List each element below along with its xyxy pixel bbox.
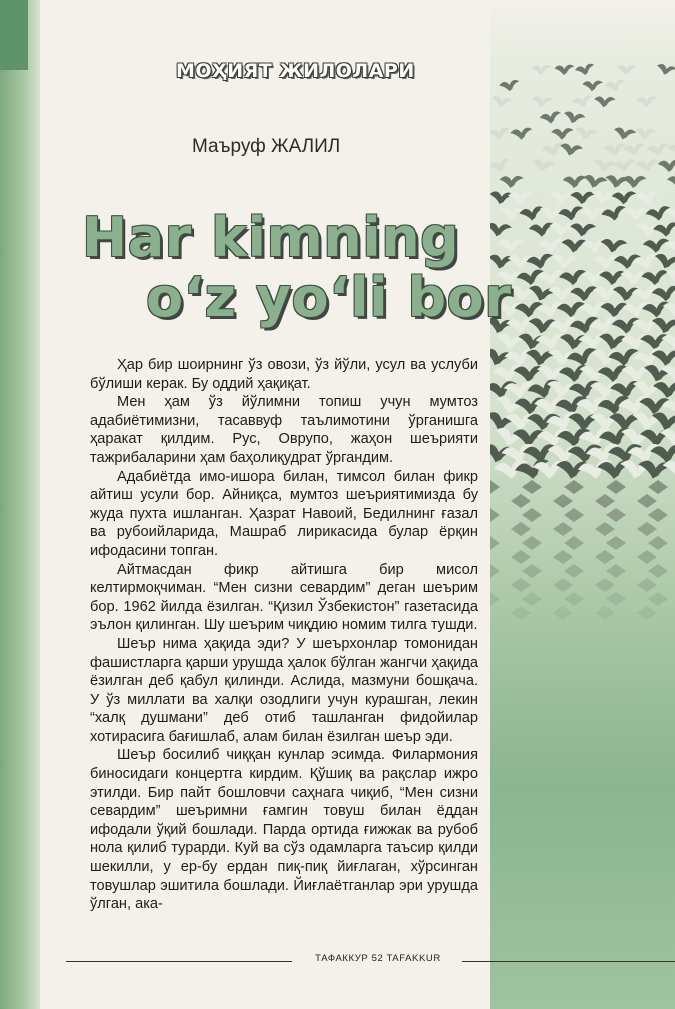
- bird-shape: [531, 65, 551, 75]
- lattice-tile: [606, 564, 626, 578]
- lattice-tile: [522, 480, 542, 494]
- bird-shape: [499, 79, 521, 93]
- bird-shape: [600, 303, 629, 318]
- bird-shape: [510, 127, 534, 141]
- lattice-tile: [637, 578, 657, 592]
- bird-shape: [622, 143, 646, 158]
- bird-shape: [570, 223, 597, 238]
- bird-shape: [531, 95, 553, 108]
- lattice-tile: [564, 592, 584, 606]
- bird-shape: [582, 173, 608, 190]
- article-title-line-2: o‘z yo‘li bor: [146, 266, 512, 329]
- bird-shape: [527, 284, 558, 304]
- lattice-tile: [637, 522, 657, 536]
- bird-shape: [651, 350, 675, 367]
- lattice-tile: [648, 480, 668, 494]
- bird-shape: [634, 190, 660, 206]
- bird-shape: [593, 255, 621, 270]
- lattice-tile: [595, 494, 615, 508]
- lattice-tile: [637, 494, 657, 508]
- bird-shape: [538, 238, 566, 254]
- lattice-tile: [564, 536, 584, 550]
- lattice-tile: [490, 508, 500, 522]
- bird-shape: [667, 144, 675, 157]
- bird-shape: [604, 174, 630, 190]
- left-band-accent: [0, 0, 28, 70]
- lattice-tile: [553, 550, 573, 564]
- lattice-tile: [606, 480, 626, 494]
- bird-shape: [604, 79, 626, 93]
- bird-shape: [658, 160, 675, 173]
- paragraph: Адабиётда имо-ишора билан, тимсол билан фикр айтиш усули бор. Айниқса, мумтоз шеъриятимизда бу жуда пухта ишланган. Ҳазрат Навоий, Бедилнинг ғазал ва рубоийларида, Машраб лирикасида булар ёрқин ифодасини топган.: [90, 468, 478, 559]
- bird-shape: [612, 159, 637, 173]
- bird-shape: [612, 126, 636, 142]
- section-label: МОҲИЯТ ЖИЛОЛАРИ: [176, 60, 415, 82]
- lattice-tile: [606, 592, 626, 606]
- bird-shape: [550, 253, 579, 270]
- bird-shape: [590, 189, 617, 207]
- lattice-tile: [553, 494, 573, 508]
- lattice-tile: [648, 564, 668, 578]
- bird-shape: [667, 176, 675, 188]
- lattice-tile: [637, 550, 657, 564]
- bird-shape: [562, 110, 586, 126]
- lattice-tile: [511, 522, 531, 536]
- lattice-tile: [490, 536, 500, 550]
- left-decorative-band: [0, 0, 40, 1009]
- bird-shape: [633, 127, 656, 141]
- lattice-tile: [511, 606, 531, 620]
- bird-shape: [548, 286, 577, 302]
- bird-shape: [559, 142, 584, 157]
- bird-shape: [558, 205, 585, 222]
- lattice-tile: [490, 480, 500, 494]
- bird-shape: [652, 222, 675, 239]
- footer-rule-left: [66, 961, 292, 962]
- article-body: [90, 356, 478, 914]
- bird-shape: [622, 176, 647, 189]
- bird-shape: [600, 205, 628, 224]
- bird-shape: [582, 80, 603, 91]
- lattice-tile: [564, 564, 584, 578]
- bird-shape: [620, 270, 649, 286]
- bird-shape: [539, 110, 563, 125]
- bird-shape: [646, 142, 671, 157]
- bird-shape: [611, 191, 636, 205]
- article-title-line-1: Har kimning: [82, 206, 460, 269]
- bird-shape: [617, 65, 637, 76]
- bird-shape: [570, 192, 595, 205]
- author-name: Маъруф ЖАЛИЛ: [192, 136, 341, 157]
- bird-shape: [554, 64, 574, 75]
- bird-shape: [645, 205, 672, 223]
- lattice-tile: [595, 578, 615, 592]
- bird-shape: [530, 158, 556, 175]
- bird-shape: [635, 159, 659, 172]
- bird-shape: [561, 238, 588, 253]
- bird-shape: [490, 157, 513, 175]
- lattice-tile: [564, 480, 584, 494]
- lattice-tile: [553, 522, 573, 536]
- bird-shape: [541, 142, 566, 159]
- paragraph: Шеър нима ҳақида эди? У шеърхонлар томонидан фашистларга қарши урушда ҳалок бўлган жангчи ҳақида ёзилган деб қабул қилинди. Аслида, мазмуни бошқача. У ўз миллати ва халқи озодлиги учун курашган, лекин “халқ душмани” деб отиб ташланган фидойилар хотирасига бағишлаб, алам билан ёзилган шеър эди.: [90, 635, 478, 745]
- lattice-tile: [648, 536, 668, 550]
- lattice-tile: [490, 564, 500, 578]
- bird-shape: [603, 143, 627, 157]
- bird-shape: [636, 96, 658, 107]
- paragraph: Айтмасдан фикр айтишга бир мисол келтирмоқчиман. “Мен сизни севардим” деган шеърим бор. 1962 йилда ёзилган. “Қизил Ўзбекистон” газетасида эълон қилинган. Шу шеърим чиқдию номим тилга тушди.: [90, 561, 478, 634]
- lattice-tile: [522, 536, 542, 550]
- page-footer: ТАФАККУР 52 TAFAKKUR: [315, 953, 441, 964]
- lattice-tile: [522, 592, 542, 606]
- bird-shape: [490, 127, 511, 141]
- lattice-tile: [511, 494, 531, 508]
- bird-shape: [548, 222, 575, 238]
- bird-shape: [526, 253, 555, 272]
- bird-shape: [571, 94, 594, 109]
- birds-metamorphosis-illustration: [490, 0, 675, 1009]
- bird-shape: [490, 95, 513, 110]
- lattice-tile: [490, 592, 500, 606]
- lattice-tile: [564, 508, 584, 522]
- bird-shape: [598, 332, 630, 352]
- bird-shape: [600, 238, 628, 254]
- lattice-tile: [637, 606, 657, 620]
- bird-shape: [594, 96, 616, 108]
- lattice-tile: [595, 550, 615, 564]
- lattice-tile: [511, 550, 531, 564]
- bird-shape: [574, 63, 596, 77]
- paragraph: Мен ҳам ўз йўлимни топиш учун мумтоз адабиётимизни, тасаввуф таълимотини ўрганишга ҳаракат қилдим. Рус, Оврупо, жаҳон шеърияти тажрибаларини ҳам баҳолиқудрат ўргандим.: [90, 394, 478, 466]
- lattice-tile: [522, 564, 542, 578]
- bird-shape: [549, 191, 575, 206]
- lattice-tile: [606, 536, 626, 550]
- bird-shape: [508, 191, 533, 204]
- lattice-tile: [522, 508, 542, 522]
- bird-shape: [490, 190, 515, 205]
- lattice-tile: [595, 522, 615, 536]
- bird-shape: [551, 128, 574, 140]
- birds-icon: [490, 0, 675, 1009]
- bird-shape: [574, 126, 598, 141]
- lattice-tile: [648, 508, 668, 522]
- lattice-tile: [553, 606, 573, 620]
- paragraph: Шеър босилиб чиққан кунлар эсимда. Филармония биносидаги концертга кирдим. Қўшиқ ва рақслар ижро этилди. Бир пайт бошловчи саҳнага чиқиб, “Мен сизни севардим” шеъримни ғамгин товуш билан ёддан ифодали ўқий бошлади. Парда ортида ғижжак ва рубоб нола қилиб турарди. Куй ва сўз одамларга таъсир қилди шекилли, у ер-бу ердан пиқ-пиқ йиғлаган, хўрсинган товушлар эшитила бошлади. Йиғлаётганлар эри урушда ўлган, ака-: [90, 747, 478, 913]
- bird-shape: [570, 286, 599, 302]
- bird-shape: [641, 270, 670, 287]
- bird-shape: [563, 175, 588, 188]
- bird-shape: [655, 63, 675, 78]
- bird-shape: [499, 176, 523, 188]
- bird-shape: [592, 158, 617, 174]
- lattice-tile: [648, 592, 668, 606]
- footer-rule-right: [462, 961, 675, 962]
- lattice-tile: [595, 606, 615, 620]
- lattice-tile: [553, 578, 573, 592]
- bird-shape: [499, 207, 525, 221]
- paragraph: Ҳар бир шоирнинг ўз овози, ўз йўли, усул ва услуби бўлиши керак. Бу оддий ҳақиқат.: [90, 357, 478, 392]
- bird-shape: [490, 222, 512, 238]
- lattice-tile: [606, 508, 626, 522]
- lattice-tile: [511, 578, 531, 592]
- bird-shape: [497, 239, 524, 254]
